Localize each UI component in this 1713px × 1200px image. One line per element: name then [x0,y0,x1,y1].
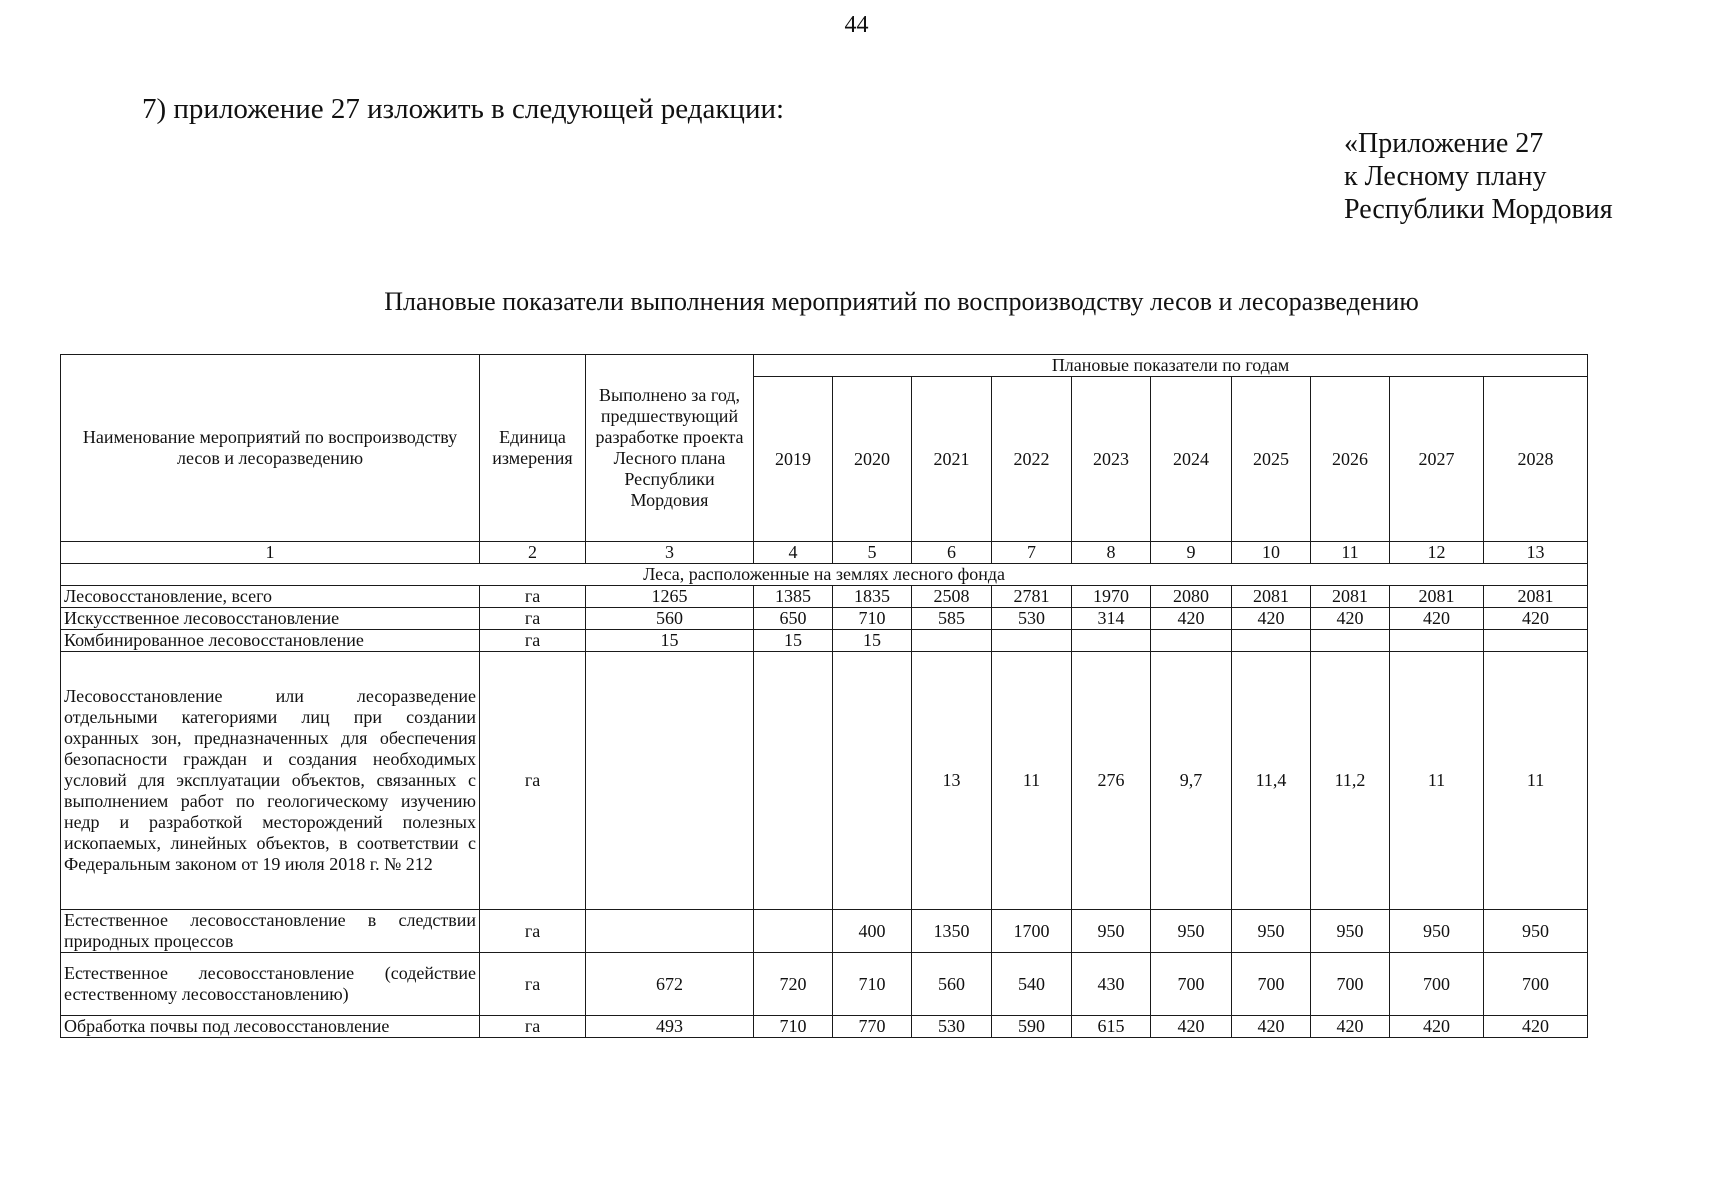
column-number-cell: 6 [912,542,992,564]
row-year-value: 11 [1390,652,1484,910]
row-year-value: 2508 [912,586,992,608]
table-row [61,1016,1588,1038]
row-year-value [1311,630,1390,652]
row-year-value: 585 [912,608,992,630]
column-number-cell: 12 [1390,542,1484,564]
row-year-value: 615 [1072,1016,1151,1038]
row-year-value: 430 [1072,953,1151,1016]
column-number-cell: 4 [754,542,833,564]
row-year-value: 2081 [1484,586,1588,608]
row-year-value: 650 [754,608,833,630]
row-previous-value: 560 [586,608,754,630]
column-number-cell: 10 [1232,542,1311,564]
row-year-value: 1350 [912,910,992,953]
table-row [61,953,1588,1016]
header-year-5: 2024 [1151,377,1232,542]
header-year-6: 2025 [1232,377,1311,542]
row-year-value: 420 [1311,1016,1390,1038]
row-previous-value: 493 [586,1016,754,1038]
row-year-value: 11 [992,652,1072,910]
column-number-cell: 11 [1311,542,1390,564]
column-number-cell: 1 [61,542,480,564]
row-name: Лесовосстановление или лесоразведение отдельными категориями лиц при создании охранных зон, предназначенных для обеспечения безопасности граждан и создания необходимых условий для эксплуатации объектов, связанных с выполнением работ по геологическому изучению недр и разработкой месторождений полезных ископаемых, линейных объектов, в соответствии с Федеральным законом от 19 июля 2018 г. № 212 [61,652,480,910]
row-year-value: 420 [1232,1016,1311,1038]
row-year-value: 420 [1484,1016,1588,1038]
annex-heading [1344,127,1613,226]
row-year-value: 276 [1072,652,1151,910]
row-year-value: 2080 [1151,586,1232,608]
row-year-value: 1385 [754,586,833,608]
row-year-value: 15 [833,630,912,652]
row-year-value [1484,630,1588,652]
row-year-value: 2081 [1311,586,1390,608]
table-row [61,586,1588,608]
column-number-cell: 3 [586,542,754,564]
row-unit: га [480,608,586,630]
row-year-value: 720 [754,953,833,1016]
row-year-value: 420 [1232,608,1311,630]
row-year-value: 700 [1151,953,1232,1016]
row-year-value: 710 [833,953,912,1016]
row-year-value [992,630,1072,652]
header-year-7: 2026 [1311,377,1390,542]
header-year-4: 2023 [1072,377,1151,542]
row-year-value: 950 [1390,910,1484,953]
row-year-value: 11 [1484,652,1588,910]
row-year-value: 11,2 [1311,652,1390,910]
row-year-value [754,910,833,953]
table-row [61,608,1588,630]
header-year-8: 2027 [1390,377,1484,542]
row-year-value: 700 [1311,953,1390,1016]
column-numbers-row [61,542,1588,564]
column-number-cell: 9 [1151,542,1232,564]
header-previous: Выполнено за год, предшествующий разработке проекта Лесного плана Республики Мордовия [586,355,754,542]
row-year-value: 950 [1151,910,1232,953]
row-year-value: 420 [1151,608,1232,630]
row-previous-value: 1265 [586,586,754,608]
row-year-value: 2081 [1232,586,1311,608]
row-unit: га [480,910,586,953]
row-year-value: 950 [1072,910,1151,953]
row-year-value: 420 [1151,1016,1232,1038]
header-year-9: 2028 [1484,377,1588,542]
row-year-value [1072,630,1151,652]
plan-table-body [61,564,1588,1038]
row-year-value: 1835 [833,586,912,608]
row-name: Комбинированное лесовосстановление [61,630,480,652]
row-year-value: 15 [754,630,833,652]
row-year-value: 540 [992,953,1072,1016]
row-unit: га [480,652,586,910]
header-planned-group: Плановые показатели по годам [754,355,1588,377]
row-year-value: 9,7 [1151,652,1232,910]
table-row [61,910,1588,953]
row-year-value: 400 [833,910,912,953]
section-row [61,564,1588,586]
row-year-value: 700 [1390,953,1484,1016]
row-name: Естественное лесовосстановление (содействие естественному лесовосстановлению) [61,953,480,1016]
row-year-value: 710 [754,1016,833,1038]
annex-line-2: к Лесному плану [1344,161,1547,192]
row-year-value: 13 [912,652,992,910]
table-row [61,630,1588,652]
row-year-value: 590 [992,1016,1072,1038]
row-previous-value [586,652,754,910]
column-number-cell: 8 [1072,542,1151,564]
table-row [61,652,1588,910]
row-year-value [1232,630,1311,652]
row-unit: га [480,630,586,652]
row-year-value [754,652,833,910]
row-year-value: 950 [1311,910,1390,953]
plan-table [60,354,1588,1038]
row-unit: га [480,953,586,1016]
row-unit: га [480,586,586,608]
row-year-value: 950 [1484,910,1588,953]
row-year-value: 1700 [992,910,1072,953]
row-year-value: 710 [833,608,912,630]
row-year-value: 11,4 [1232,652,1311,910]
row-year-value: 950 [1232,910,1311,953]
row-name: Обработка почвы под лесовосстановление [61,1016,480,1038]
section-title: Леса, расположенные на землях лесного фонда [61,564,1588,586]
column-number-cell: 13 [1484,542,1588,564]
row-year-value [833,652,912,910]
column-number-cell: 7 [992,542,1072,564]
row-previous-value: 15 [586,630,754,652]
row-year-value [1151,630,1232,652]
column-number-cell: 2 [480,542,586,564]
row-name: Естественное лесовосстановление в следствии природных процессов [61,910,480,953]
row-year-value: 560 [912,953,992,1016]
row-year-value: 420 [1390,1016,1484,1038]
row-year-value: 770 [833,1016,912,1038]
row-year-value [1390,630,1484,652]
row-year-value: 530 [912,1016,992,1038]
row-year-value: 530 [992,608,1072,630]
annex-line-3: Республики Мордовия [1344,194,1613,225]
row-year-value: 420 [1311,608,1390,630]
row-year-value [912,630,992,652]
annex-line-1: «Приложение 27 [1344,128,1544,159]
header-year-0: 2019 [754,377,833,542]
row-year-value: 700 [1232,953,1311,1016]
row-year-value: 1970 [1072,586,1151,608]
header-year-1: 2020 [833,377,912,542]
row-name: Лесовосстановление, всего [61,586,480,608]
row-year-value: 420 [1484,608,1588,630]
column-number-cell: 5 [833,542,912,564]
header-year-3: 2022 [992,377,1072,542]
row-name: Искусственное лесовосстановление [61,608,480,630]
row-year-value: 700 [1484,953,1588,1016]
row-previous-value: 672 [586,953,754,1016]
row-year-value: 314 [1072,608,1151,630]
row-previous-value [586,910,754,953]
header-name: Наименование мероприятий по воспроизводству лесов и лесоразведению [61,355,480,542]
header-unit: Единица измерения [480,355,586,542]
intro-text: 7) приложение 27 изложить в следующей редакции: [142,93,785,125]
page-number: 44 [844,12,869,38]
row-year-value: 2081 [1390,586,1484,608]
row-year-value: 2781 [992,586,1072,608]
row-unit: га [480,1016,586,1038]
document-title: Плановые показатели выполнения мероприятий по воспроизводству лесов и лесоразведению [384,287,1419,316]
header-year-2: 2021 [912,377,992,542]
row-year-value: 420 [1390,608,1484,630]
